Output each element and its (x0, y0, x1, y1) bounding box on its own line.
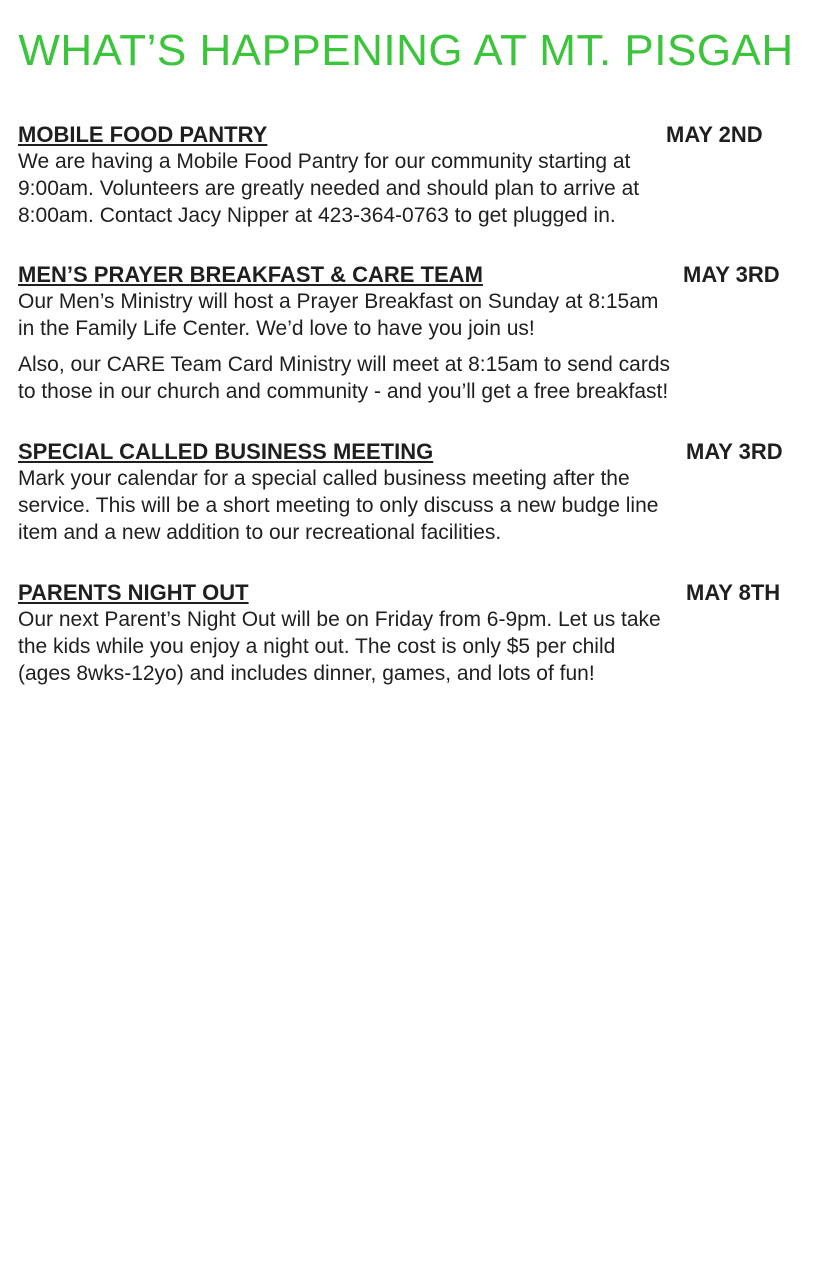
description-line: to those in our church and community - and you’ll get a free breakfast! (18, 380, 669, 403)
description-line: the kids while you enjoy a night out. The cost is only $5 per child (18, 635, 616, 658)
event-heading: MEN’S PRAYER BREAKFAST & CARE TEAM (18, 262, 483, 287)
description-line: in the Family Life Center. We’d love to have you join us! (18, 317, 535, 340)
event-date: MAY 3RD (686, 439, 783, 464)
event-business-meeting (18, 438, 802, 546)
event-heading: MOBILE FOOD PANTRY (18, 122, 268, 147)
description-line: service. This will be a short meeting to only discuss a new budge line (18, 494, 659, 517)
event-mobile-food-pantry (18, 121, 802, 229)
description-line: item and a new addition to our recreational facilities. (18, 521, 502, 544)
event-mens-prayer-breakfast (18, 261, 802, 405)
description-line: (ages 8wks-12yo) and includes dinner, games, and lots of fun! (18, 662, 595, 685)
description-line: Our Men’s Ministry will host a Prayer Breakfast on Sunday at 8:15am (18, 290, 659, 313)
description-line: Mark your calendar for a special called business meeting after the (18, 467, 630, 490)
event-date: MAY 8TH (686, 580, 781, 605)
description-line: Also, our CARE Team Card Ministry will meet at 8:15am to send cards (18, 353, 671, 376)
event-header (18, 579, 802, 606)
description-line: 8:00am. Contact Jacy Nipper at 423-364-0763 to get plugged in. (18, 204, 616, 227)
event-description (18, 288, 802, 342)
description-line: We are having a Mobile Food Pantry for our community starting at (18, 150, 631, 173)
page-title: WHAT’S HAPPENING AT MT. PISGAH (18, 26, 794, 75)
event-description (18, 465, 802, 546)
event-description (18, 148, 802, 229)
event-date: MAY 3RD (683, 262, 780, 287)
event-heading: SPECIAL CALLED BUSINESS MEETING (18, 439, 434, 464)
event-description-extra (18, 351, 802, 405)
event-description (18, 606, 802, 687)
description-line: Our next Parent’s Night Out will be on Friday from 6-9pm. Let us take (18, 608, 661, 631)
event-heading: PARENTS NIGHT OUT (18, 580, 249, 605)
event-date: MAY 2ND (666, 122, 763, 147)
event-header (18, 438, 802, 465)
description-line: 9:00am. Volunteers are greatly needed and should plan to arrive at (18, 177, 640, 200)
event-header (18, 261, 802, 288)
event-parents-night-out (18, 579, 802, 687)
event-header (18, 121, 802, 148)
